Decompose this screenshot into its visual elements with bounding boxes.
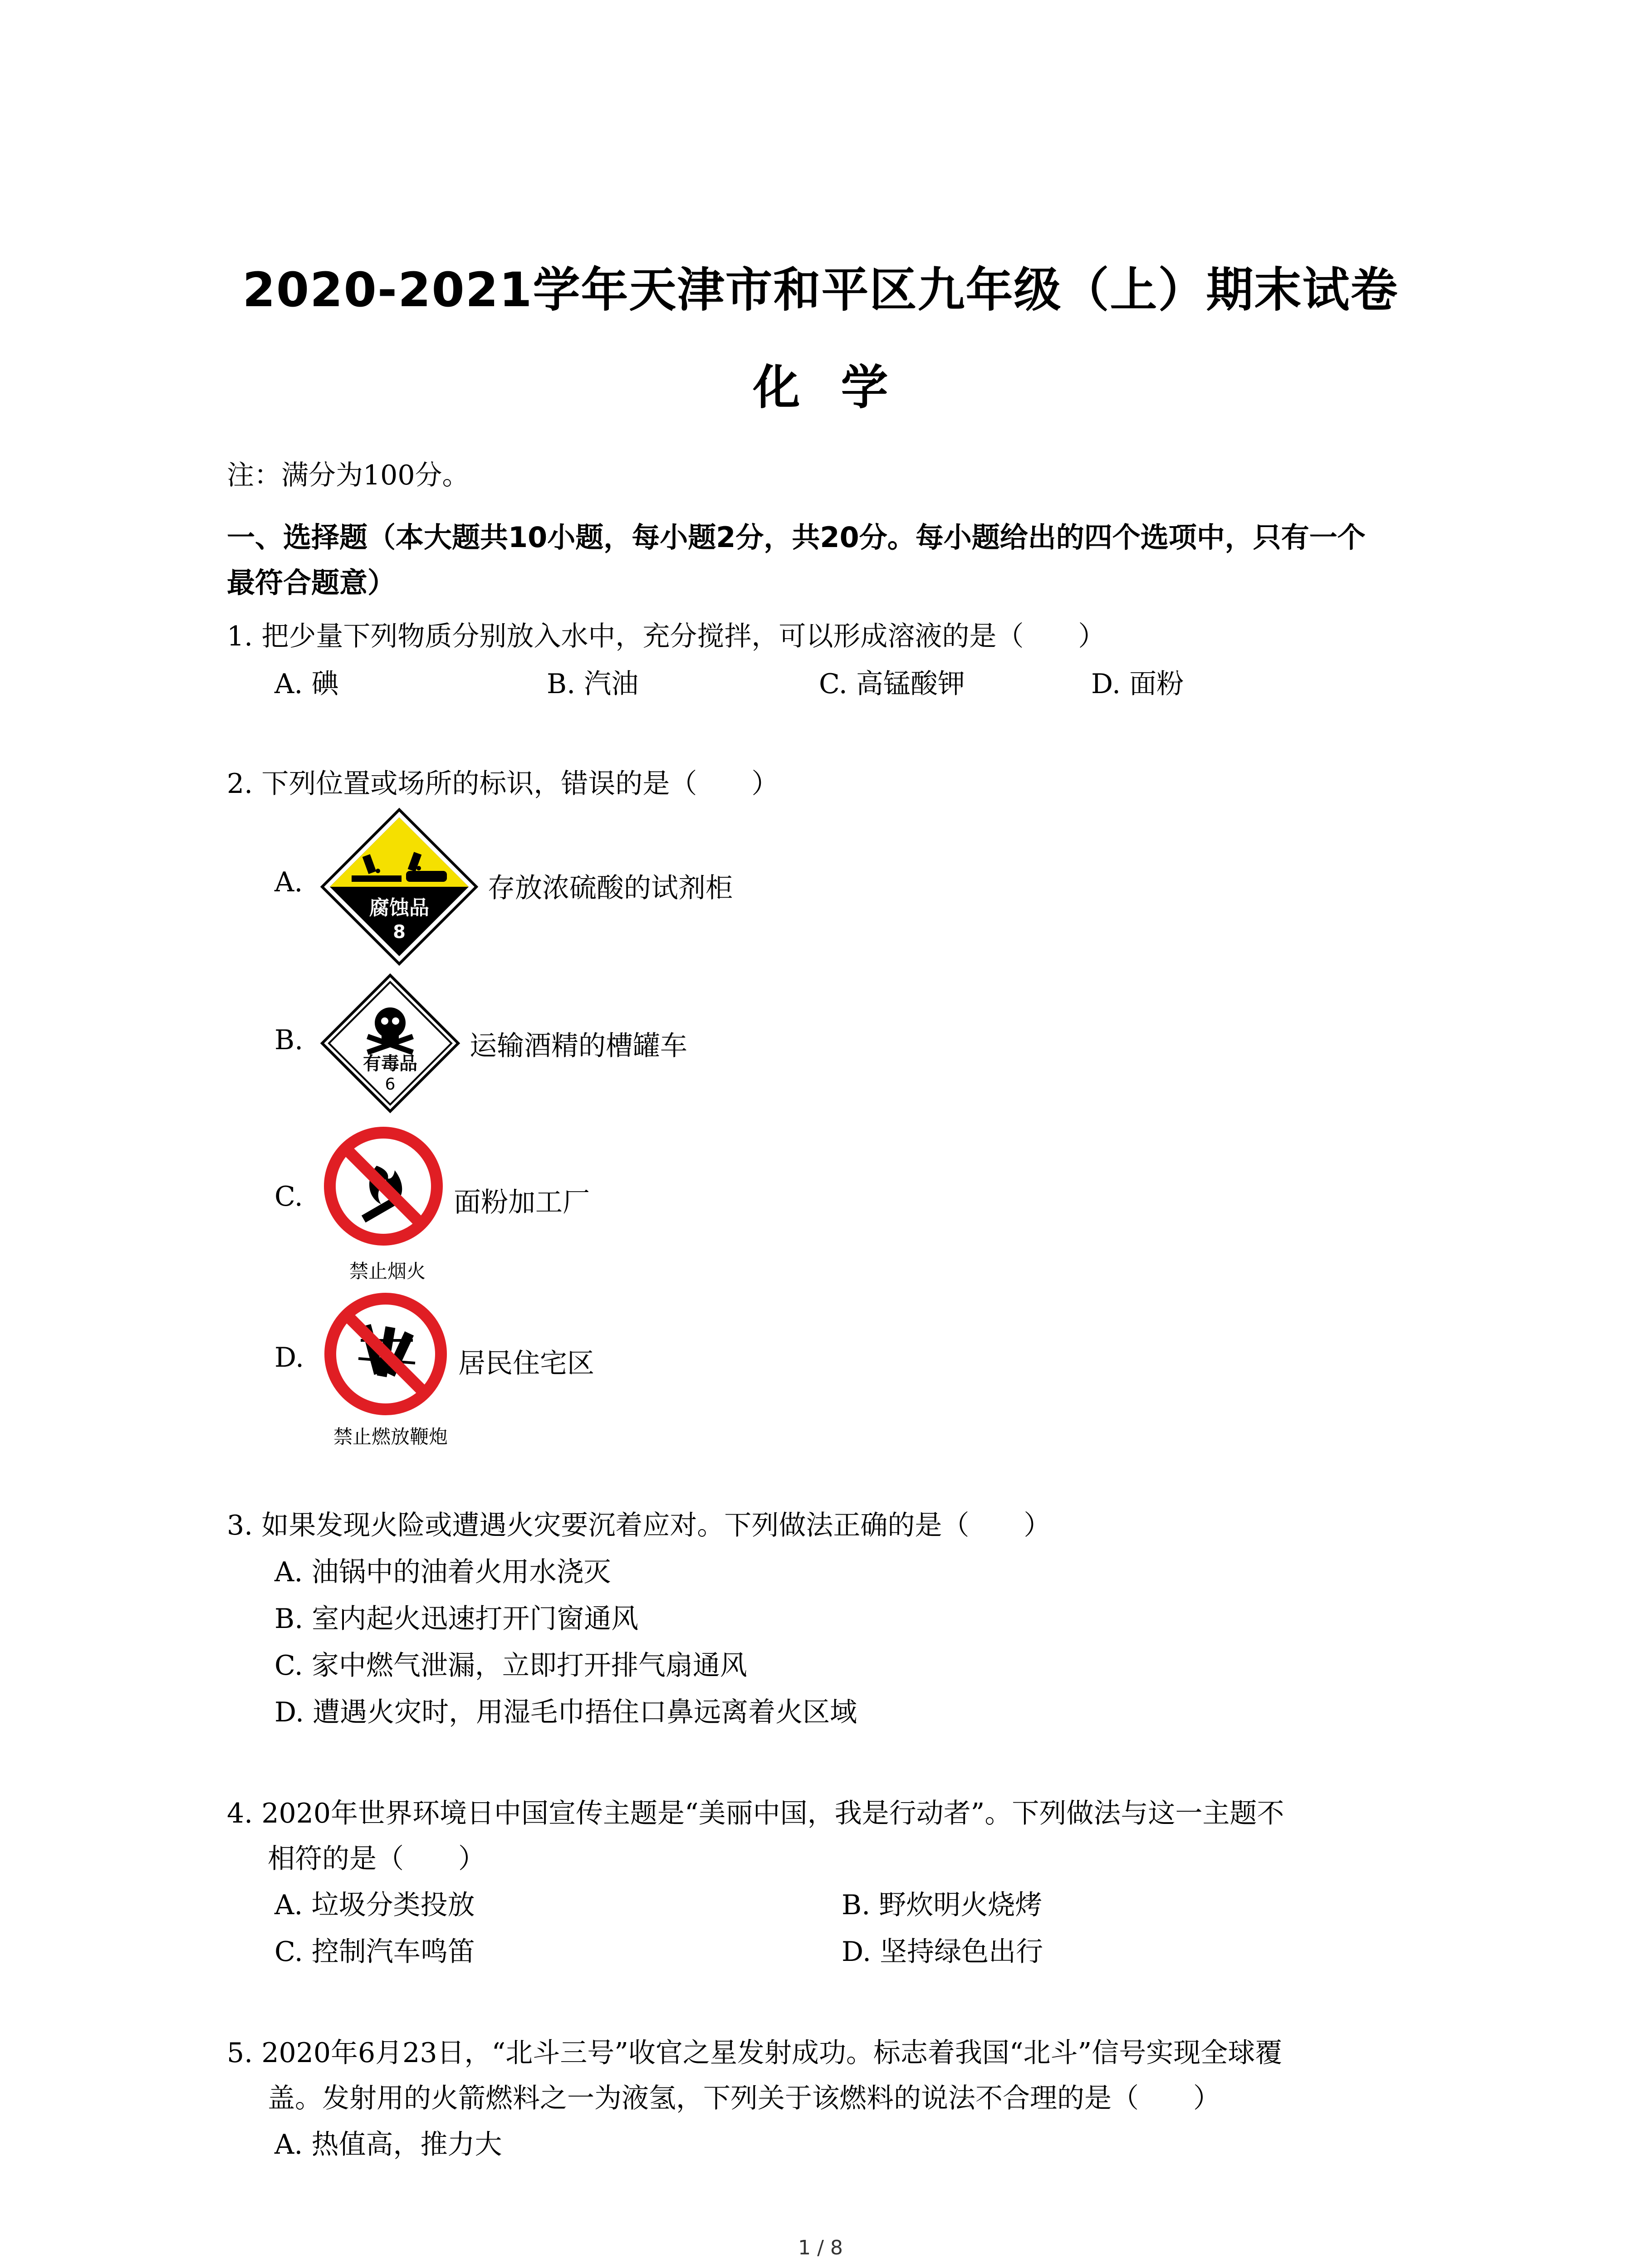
q2-option-d-text: 居民住宅区 xyxy=(458,1348,594,1379)
subject-title: 化学 xyxy=(753,360,929,415)
section-heading-line2: 最符合题意） xyxy=(227,566,396,599)
corrosive-sign-number: 8 xyxy=(393,922,406,943)
no-fire-caption: 禁止烟火 xyxy=(349,1260,426,1282)
question-4-stem-line1: 4. 2020年世界环境日中国宣传主题是“美丽中国，我是行动者”。下列做法与这一主题不 xyxy=(227,1798,1284,1829)
q1-option-c: C. 高锰酸钾 xyxy=(819,668,965,700)
corrosive-sign-label: 腐蚀品 xyxy=(369,896,429,919)
q2-option-a-letter: A. xyxy=(274,866,303,898)
question-4-stem-line2: 相符的是（ ） xyxy=(268,1843,485,1875)
question-3-stem: 3. 如果发现火险或遭遇火灾要沉着应对。下列做法正确的是（ ） xyxy=(227,1510,1051,1541)
q3-option-a: A. 油锅中的油着火用水浇灭 xyxy=(274,1556,611,1588)
q1-option-a: A. 碘 xyxy=(274,668,339,700)
question-1-stem: 1. 把少量下列物质分别放入水中，充分搅拌，可以形成溶液的是（ ） xyxy=(227,621,1106,652)
question-5-stem-line2: 盖。发射用的火箭燃料之一为液氢，下列关于该燃料的说法不合理的是（ ） xyxy=(268,2082,1220,2114)
q2-option-d-letter: D. xyxy=(274,1342,304,1374)
section-heading-line1: 一、选择题（本大题共10小题，每小题2分，共20分。每小题给出的四个选项中，只有一个 xyxy=(227,521,1366,554)
score-note: 注：满分为100分。 xyxy=(227,459,470,491)
q2-option-c-letter: C. xyxy=(274,1181,303,1212)
q4-option-b: B. 野炊明火烧烤 xyxy=(842,1889,1043,1921)
q4-option-a: A. 垃圾分类投放 xyxy=(274,1889,475,1921)
q5-option-a: A. 热值高，推力大 xyxy=(274,2129,502,2160)
toxic-sign-label: 有毒品 xyxy=(363,1053,417,1074)
page-number: 1 / 8 xyxy=(798,2236,843,2259)
no-firecrackers-caption: 禁止燃放鞭炮 xyxy=(333,1426,448,1448)
q2-option-a-text: 存放浓硫酸的试剂柜 xyxy=(488,872,733,904)
toxic-hazard-sign xyxy=(320,973,460,1114)
q1-option-b: B. 汽油 xyxy=(547,668,639,700)
no-fire-sign xyxy=(322,1125,445,1247)
q3-option-b: B. 室内起火迅速打开门窗通风 xyxy=(274,1603,639,1635)
q3-option-d: D. 遭遇火灾时，用湿毛巾捂住口鼻远离着火区域 xyxy=(274,1696,857,1728)
corrosive-hazard-sign xyxy=(320,807,479,966)
q2-option-b-text: 运输酒精的槽罐车 xyxy=(470,1030,687,1062)
question-5-stem-line1: 5. 2020年6月23日，“北斗三号”收官之星发射成功。标志着我国“北斗”信号实现全球覆 xyxy=(227,2037,1283,2069)
q4-option-d: D. 坚持绿色出行 xyxy=(842,1936,1043,1968)
q4-option-c: C. 控制汽车鸣笛 xyxy=(274,1936,475,1968)
no-firecrackers-sign xyxy=(322,1290,449,1418)
q3-option-c: C. 家中燃气泄漏，立即打开排气扇通风 xyxy=(274,1650,747,1681)
q1-option-d: D. 面粉 xyxy=(1091,668,1184,700)
question-2-stem: 2. 下列位置或场所的标识，错误的是（ ） xyxy=(227,768,779,800)
q2-option-c-text: 面粉加工厂 xyxy=(454,1187,590,1218)
exam-title: 2020-2021学年天津市和平区九年级（上）期末试卷 xyxy=(242,262,1399,318)
toxic-sign-number: 6 xyxy=(385,1075,396,1094)
q2-option-b-letter: B. xyxy=(274,1024,304,1056)
